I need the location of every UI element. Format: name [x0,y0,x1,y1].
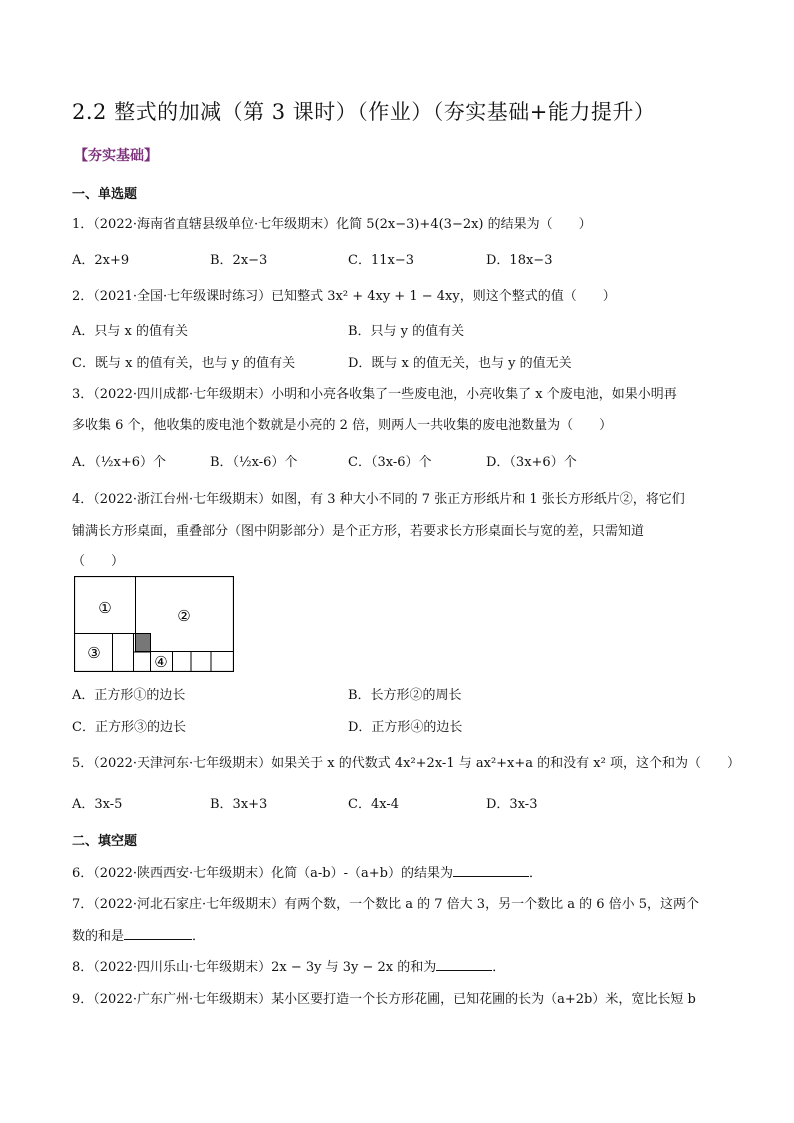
q6-answer-blank[interactable] [453,864,529,877]
q1-option-d: D．18x−3 [486,253,553,268]
question-6 [72,862,542,881]
q7-answer-blank[interactable] [124,927,192,940]
question-3-line-2: 多收集 6 个，他收集的废电池个数就是小亮的 2 倍，则两人一共收集的废电池数量为（ ） [72,418,613,433]
q3-option-d: D．（3x+6）个 [486,455,577,470]
q4-option-a: A．正方形①的边长 [72,688,186,703]
question-4-line-3: （ ） [72,554,125,569]
q5-option-a: A．3x-5 [72,797,123,812]
q8-text: 8．（2022·四川乐山·七年级期末）2x − 3y 与 3y − 2x 的和为 [72,960,437,975]
question-1: 1．（2022·海南省直辖县级单位·七年级期末）化简 5(2x−3)+4(3−2x) 的结果为（ ） [72,217,592,232]
q2-option-a: A．只与 x 的值有关 [72,324,188,339]
q4-figure [74,576,234,672]
q4-option-c: C．正方形③的边长 [72,720,186,735]
q6-text: 6．（2022·陕西西安·七年级期末）化简（a-b）-（a+b）的结果为 [72,866,453,881]
label-1: ① [98,599,112,617]
section-heading: 【夯实基础】 [74,148,158,164]
label-3: ③ [87,644,101,662]
part-heading-fill: 二、填空题 [72,834,138,849]
q7-end: ． [192,929,206,944]
question-2: 2．（2021·全国·七年级课时练习）已知整式 3x² + 4xy + 1 − 4xy，则这个整式的值（ ） [72,289,616,304]
square-small-a [113,634,134,672]
q8-end: ． [492,960,506,975]
q4-option-d: D．正方形④的边长 [348,720,463,735]
q5-option-c: C．4x-4 [348,797,399,812]
label-2: ② [177,607,191,625]
question-8 [72,956,505,975]
q7-text: 数的和是 [72,929,125,944]
q5-option-b: B．3x+3 [210,797,268,812]
q3-option-a: A．（½x+6）个 [72,455,166,470]
q6-end: ． [528,866,542,881]
q2-option-b: B．只与 y 的值有关 [348,324,465,339]
question-7-line-2 [72,925,205,944]
q8-answer-blank[interactable] [436,958,492,971]
question-4-line-1: 4．（2022·浙江台州·七年级期末）如图，有 3 种大小不同的 7 张正方形纸片和 1 张长方形纸片②，将它们 [72,492,685,507]
shaded-overlap [136,634,151,652]
page-title: 2.2 整式的加减（第 3 课时）（作业）（夯实基础+能力提升） [72,100,656,124]
q4-option-b: B．长方形②的周长 [348,688,462,703]
q2-option-c: C．既与 x 的值有关，也与 y 的值有关 [72,356,296,371]
q1-option-a: A．2x+9 [72,253,130,268]
part-heading-choice: 一、单选题 [72,187,138,202]
question-3-line-1: 3．（2022·四川成都·七年级期末）小明和小亮各收集了一些废电池，小亮收集了 x 个废电池，如果小明再 [72,387,677,402]
q5-option-d: D．3x-3 [486,797,538,812]
question-9: 9．（2022·广东广州·七年级期末）某小区要打造一个长方形花圃，已知花圃的长为（a+2b）米，宽比长短 b [72,992,696,1007]
label-4: ④ [154,653,168,671]
q2-option-d: D．既与 x 的值无关，也与 y 的值无关 [348,356,572,371]
question-4-line-2: 铺满长方形桌面，重叠部分（图中阴影部分）是个正方形，若要求长方形桌面长与宽的差，只需知道 [72,524,645,539]
q1-option-b: B．2x−3 [210,253,268,268]
question-7-line-1: 7．（2022·河北石家庄·七年级期末）有两个数，一个数比 a 的 7 倍大 3，另一个数比 a 的 6 倍小 5，这两个 [72,897,700,912]
q3-option-b: B．（½x-6）个 [210,455,298,470]
q1-option-c: C．11x−3 [348,253,414,268]
q3-option-c: C．（3x-6）个 [348,455,432,470]
question-5: 5．（2022·天津河东·七年级期末）如果关于 x 的代数式 4x²+2x-1 与 ax²+x+a 的和没有 x² 项，这个和为（ ） [72,756,740,771]
